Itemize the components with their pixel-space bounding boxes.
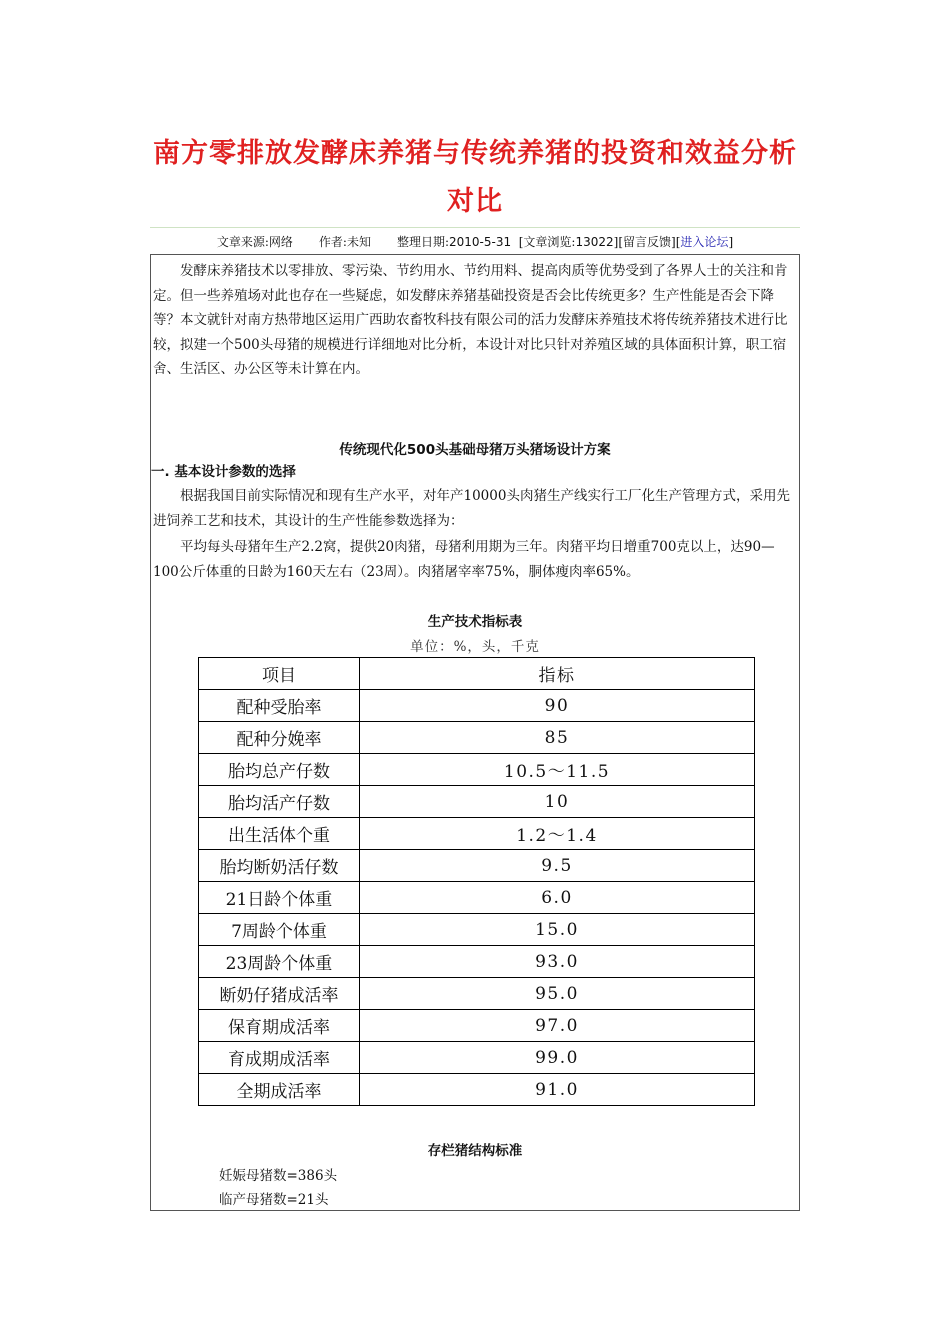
row-value: 97.0 <box>360 1010 755 1042</box>
meta-forum-close: ] <box>728 235 734 249</box>
article-title: 南方零排放发酵床养猪与传统养猪的投资和效益分析对比 <box>153 138 797 217</box>
stock-line: 妊娠母猪数=386头 <box>219 1168 338 1184</box>
paragraph-performance <box>153 535 793 584</box>
table-row <box>199 786 755 818</box>
intro-text: 发酵床养猪技术以零排放、零污染、节约用水、节约用料、提高肉质等优势受到了各界人士的关注和肯定。但一些养殖场对此也存在一些疑虑，如发酵床养猪基础投资是否会比传统更多？生产性能是否会下降等？本文就针对南方热带地区运用广西助农畜牧科技有限公司的活力发酵床养殖技术将传统养猪技术进行比较，拟建一个500头母猪的规模进行详细地对比分析，本设计对比只针对养殖区域的具体面积计算，职工宿舍、生活区、办公区等未计算在内。 <box>153 263 788 377</box>
paragraph-production-mode-text: 根据我国目前实际情况和现有生产水平，对年产10000头肉猪生产线实行工厂化生产管理方式，采用先进饲养工艺和技术，其设计的生产性能参数选择为： <box>153 488 790 529</box>
row-item: 配种受胎率 <box>199 690 360 722</box>
row-item: 断奶仔猪成活率 <box>199 978 360 1010</box>
intro-paragraph <box>153 259 793 382</box>
row-item: 胎均总产仔数 <box>199 754 360 786</box>
table-row <box>199 946 755 978</box>
table-title: 生产技术指标表 <box>427 614 523 630</box>
paragraph-performance-text: 平均每头母猪年生产2.2窝，提供20肉猪，母猪利用期为三年。肉猪平均日增重700克以上，达90—100公斤体重的日龄为160天左右（23周）。肉猪屠宰率75%，胴体瘦肉率65%。 <box>153 539 775 580</box>
meta-date: 2010-5-31 <box>449 235 512 249</box>
row-value: 15.0 <box>360 914 755 946</box>
row-value: 95.0 <box>360 978 755 1010</box>
table-header-row <box>199 658 755 690</box>
title-divider <box>150 227 800 228</box>
table-row <box>199 850 755 882</box>
table-row <box>199 914 755 946</box>
row-value: 99.0 <box>360 1042 755 1074</box>
row-item: 胎均活产仔数 <box>199 786 360 818</box>
production-spec-table <box>198 657 755 1106</box>
table-row <box>199 978 755 1010</box>
row-item: 胎均断奶活仔数 <box>199 850 360 882</box>
forum-link[interactable]: 进入论坛 <box>680 235 729 249</box>
row-value: 9.5 <box>360 850 755 882</box>
row-item: 21日龄个体重 <box>199 882 360 914</box>
header-item: 项目 <box>199 658 360 690</box>
meta-source: 文章来源:网络 <box>216 235 293 249</box>
row-value: 10.5～11.5 <box>360 754 755 786</box>
row-value: 90 <box>360 690 755 722</box>
row-item: 23周龄个体重 <box>199 946 360 978</box>
heading-basic-params: 一. 基本设计参数的选择 <box>151 464 296 480</box>
table-unit: 单位：%，头，千克 <box>410 639 540 655</box>
row-item: 育成期成活率 <box>199 1042 360 1074</box>
table-row <box>199 722 755 754</box>
row-value: 93.0 <box>360 946 755 978</box>
table-row <box>199 1010 755 1042</box>
row-item: 保育期成活率 <box>199 1010 360 1042</box>
table-row <box>199 690 755 722</box>
meta-date-label: 整理日期: <box>396 235 449 249</box>
stock-structure-title: 存栏猪结构标准 <box>427 1143 523 1159</box>
row-value: 85 <box>360 722 755 754</box>
row-item: 7周龄个体重 <box>199 914 360 946</box>
section-title: 传统现代化500头基础母猪万头猪场设计方案 <box>339 442 611 458</box>
row-value: 6.0 <box>360 882 755 914</box>
meta-views-close: ] <box>613 235 619 249</box>
table-row <box>199 882 755 914</box>
article-body <box>150 254 800 1211</box>
meta-views-label: [文章浏览: <box>518 235 576 249</box>
row-value: 91.0 <box>360 1074 755 1106</box>
table-row <box>199 1042 755 1074</box>
table-row <box>199 1074 755 1106</box>
meta-author: 作者:未知 <box>318 235 371 249</box>
meta-views: 13022 <box>575 235 614 249</box>
row-value: 1.2～1.4 <box>360 818 755 850</box>
meta-feedback-link[interactable]: [留言反馈] <box>618 235 676 249</box>
header-value: 指标 <box>360 658 755 690</box>
row-value: 10 <box>360 786 755 818</box>
stock-line: 临产母猪数=21头 <box>219 1192 329 1208</box>
row-item: 全期成活率 <box>199 1074 360 1106</box>
row-item: 出生活体个重 <box>199 818 360 850</box>
row-item: 配种分娩率 <box>199 722 360 754</box>
meta-forum-open: [ <box>675 235 681 249</box>
table-row <box>199 818 755 850</box>
paragraph-production-mode <box>153 484 793 533</box>
article-meta <box>150 233 800 251</box>
table-row <box>199 754 755 786</box>
